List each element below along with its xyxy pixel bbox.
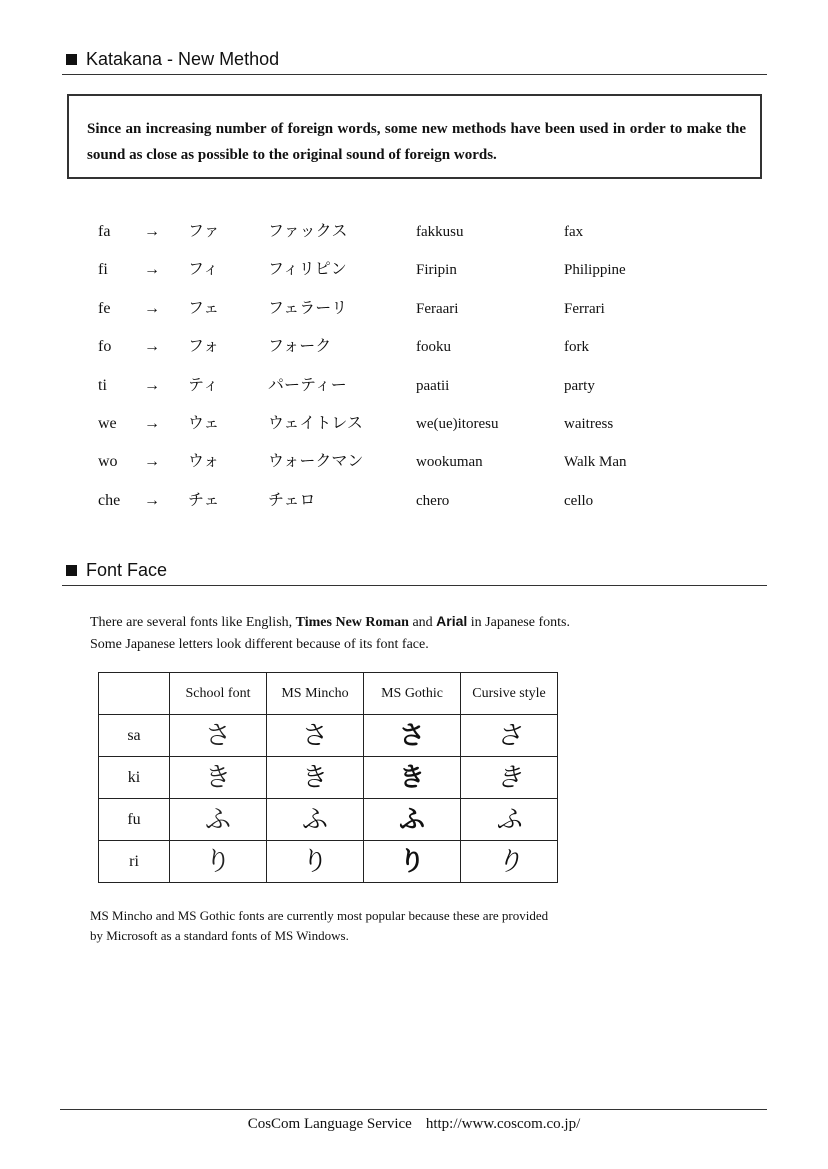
glyph-mincho: ふ (301, 804, 328, 835)
list-item (0, 373, 828, 399)
glyph-cell (267, 799, 364, 841)
kana-combo: チェ (188, 492, 220, 509)
english-word: waitress (564, 416, 614, 432)
list-item (0, 257, 828, 283)
glyph-cell (461, 757, 558, 799)
sound-label: fa (98, 223, 111, 240)
list-item (0, 411, 828, 437)
table-header-row (99, 673, 558, 715)
glyph-mincho: き (301, 762, 328, 793)
kana-combo: ウォ (188, 453, 220, 470)
glyph-cursive: り (495, 846, 522, 877)
example-word: ファックス (268, 223, 348, 240)
intro-text: and (412, 615, 433, 630)
english-word: Philippine (564, 262, 626, 278)
glyph-cell (461, 799, 558, 841)
english-word: fax (564, 224, 584, 240)
sound-label: wo (98, 453, 118, 470)
romaji: paatii (416, 378, 450, 394)
font-name-times: Times New Roman (295, 615, 409, 630)
glyph-cell (267, 841, 364, 883)
intro-text: There are several fonts like English, (90, 615, 293, 630)
footnote (90, 906, 548, 946)
page-footer (0, 1114, 828, 1134)
english-word: Walk Man (564, 454, 627, 470)
example-word: ウェイトレス (268, 415, 363, 432)
glyph-cell (364, 841, 461, 883)
glyph-mincho: さ (301, 720, 328, 751)
footer-url: http://www.coscom.co.jp/ (425, 1116, 581, 1132)
glyph-cell (170, 799, 267, 841)
example-word: フィリピン (268, 261, 347, 278)
glyph-cursive: き (495, 762, 522, 793)
intro-text: in Japanese fonts. (470, 615, 570, 630)
kana-combo: フェ (188, 300, 220, 317)
kana-combo: フィ (188, 261, 219, 278)
glyph-cell (364, 715, 461, 757)
row-label: ri (99, 841, 170, 883)
list-item (0, 219, 828, 245)
table-row (99, 715, 558, 757)
font-comparison-table (98, 672, 558, 883)
example-word: ウォークマン (268, 453, 364, 470)
section-header-font-face (62, 559, 767, 586)
arrow-icon: → (144, 415, 160, 432)
corner-cell (99, 673, 170, 715)
example-word: フェラーリ (268, 300, 348, 317)
glyph-cursive: ふ (495, 804, 522, 835)
glyph-cell (170, 715, 267, 757)
glyph-gothic: き (398, 762, 425, 793)
list-item (0, 334, 828, 360)
glyph-cell (267, 757, 364, 799)
glyph-school: さ (204, 720, 231, 751)
arrow-icon: → (144, 492, 160, 509)
english-word: Ferrari (564, 301, 605, 317)
example-word: チェロ (268, 492, 316, 509)
footer-divider (60, 1109, 767, 1110)
list-item (0, 488, 828, 514)
intro-line-1 (90, 611, 570, 633)
romaji: wookuman (416, 454, 483, 470)
glyph-cell (364, 799, 461, 841)
table-row (99, 757, 558, 799)
sound-label: ti (98, 377, 107, 394)
glyph-school: ふ (204, 804, 231, 835)
glyph-school: り (204, 846, 231, 877)
sound-label: we (98, 415, 117, 432)
glyph-cursive: さ (495, 720, 522, 751)
note-text: Since an increasing number of foreign words, some new methods have been used in order to make the sound as close as possible to the original sound of foreign words. (87, 121, 746, 163)
romaji: Feraari (416, 301, 459, 317)
intro-line-2: Some Japanese letters look different because of its font face. (90, 637, 429, 652)
romaji: Firipin (416, 262, 457, 278)
glyph-gothic: さ (398, 720, 425, 751)
list-item (0, 449, 828, 475)
sound-label: fo (98, 338, 112, 355)
footnote-line: MS Mincho and MS Gothic fonts are currently most popular because these are provided (90, 908, 549, 923)
glyph-cell (461, 841, 558, 883)
column-header: MS Gothic (364, 673, 461, 715)
sound-label: fe (98, 300, 111, 317)
square-bullet-icon (66, 54, 77, 65)
glyph-gothic: り (398, 846, 425, 877)
footnote-line: by Microsoft as a standard fonts of MS Windows. (90, 928, 349, 943)
column-header: School font (170, 673, 267, 715)
arrow-icon: → (144, 223, 160, 240)
arrow-icon: → (144, 261, 160, 278)
table-row (99, 799, 558, 841)
kana-combo: ティ (188, 377, 219, 394)
note-box (67, 94, 762, 179)
section-title: Katakana - New Method (86, 49, 280, 69)
glyph-cell (364, 757, 461, 799)
column-header: MS Mincho (267, 673, 364, 715)
font-name-arial: Arial (436, 613, 468, 629)
row-label: sa (99, 715, 170, 757)
list-item (0, 296, 828, 322)
sound-label: che (98, 492, 121, 509)
square-bullet-icon (66, 565, 77, 576)
column-header: Cursive style (461, 673, 558, 715)
kana-combo: フォ (188, 338, 220, 355)
arrow-icon: → (144, 377, 160, 394)
example-word: パーティー (268, 377, 347, 394)
glyph-mincho: り (301, 846, 328, 877)
section-header-katakana (62, 48, 767, 75)
example-word: フォーク (268, 338, 332, 355)
arrow-icon: → (144, 338, 160, 355)
table-row (99, 841, 558, 883)
row-label: ki (99, 757, 170, 799)
arrow-icon: → (144, 300, 160, 317)
glyph-cell (170, 757, 267, 799)
glyph-cell (461, 715, 558, 757)
kana-combo: ウェ (188, 415, 220, 432)
romaji: fakkusu (416, 224, 464, 240)
glyph-cell (170, 841, 267, 883)
english-word: party (564, 378, 595, 394)
english-word: fork (564, 339, 589, 355)
kana-combo: ファ (188, 223, 220, 240)
romaji: we(ue)itoresu (416, 416, 499, 432)
glyph-school: き (204, 762, 231, 793)
sound-label: fi (98, 261, 108, 278)
glyph-gothic: ふ (398, 804, 425, 835)
glyph-cell (267, 715, 364, 757)
section-title: Font Face (86, 560, 168, 580)
romaji: chero (416, 493, 450, 509)
row-label: fu (99, 799, 170, 841)
footer-company: CosCom Language Service (247, 1116, 412, 1132)
arrow-icon: → (144, 453, 160, 470)
romaji: fooku (416, 339, 451, 355)
english-word: cello (564, 493, 594, 509)
